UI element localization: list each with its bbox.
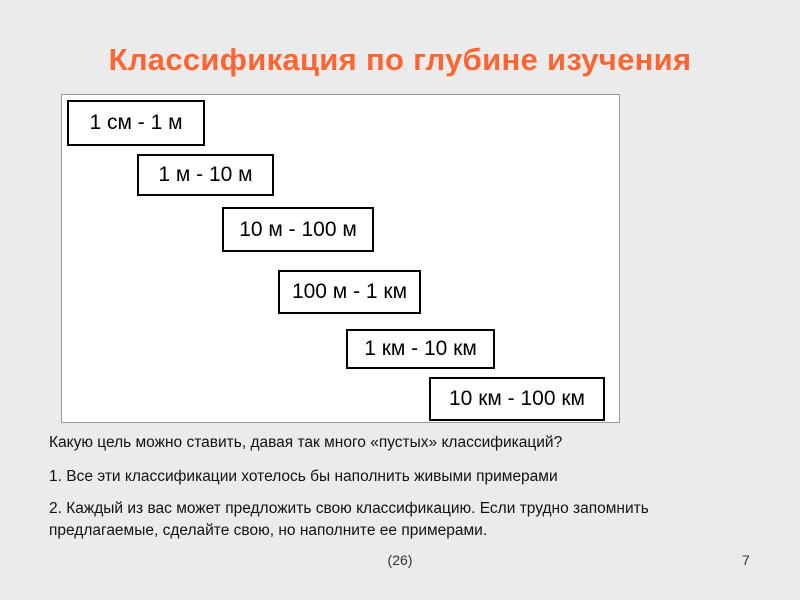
- footer-page-ref: (26): [387, 552, 413, 568]
- range-box-10m-100m: 10 м - 100 м: [222, 207, 374, 252]
- slide-title: Классификация по глубине изучения: [108, 42, 692, 77]
- question-text: Какую цель можно ставить, давая так много «пустых» классификаций?: [49, 434, 563, 451]
- point-1-text: 1. Все эти классификации хотелось бы наполнить живыми примерами: [49, 468, 558, 485]
- slide-number: 7: [742, 552, 750, 568]
- range-box-1cm-1m: 1 см - 1 м: [67, 100, 205, 146]
- range-box-1km-10km: 1 км - 10 км: [346, 329, 495, 369]
- range-box-10km-100km: 10 км - 100 км: [429, 377, 605, 421]
- range-diagram-panel: [61, 94, 620, 423]
- range-box-100m-1km: 100 м - 1 км: [278, 270, 421, 314]
- range-box-1m-10m: 1 м - 10 м: [137, 154, 274, 196]
- point-2-text: 2. Каждый из вас может предложить свою классификацию. Если трудно запомнить предлагаемые, сделайте свою, но наполните ее примерами.: [49, 500, 649, 539]
